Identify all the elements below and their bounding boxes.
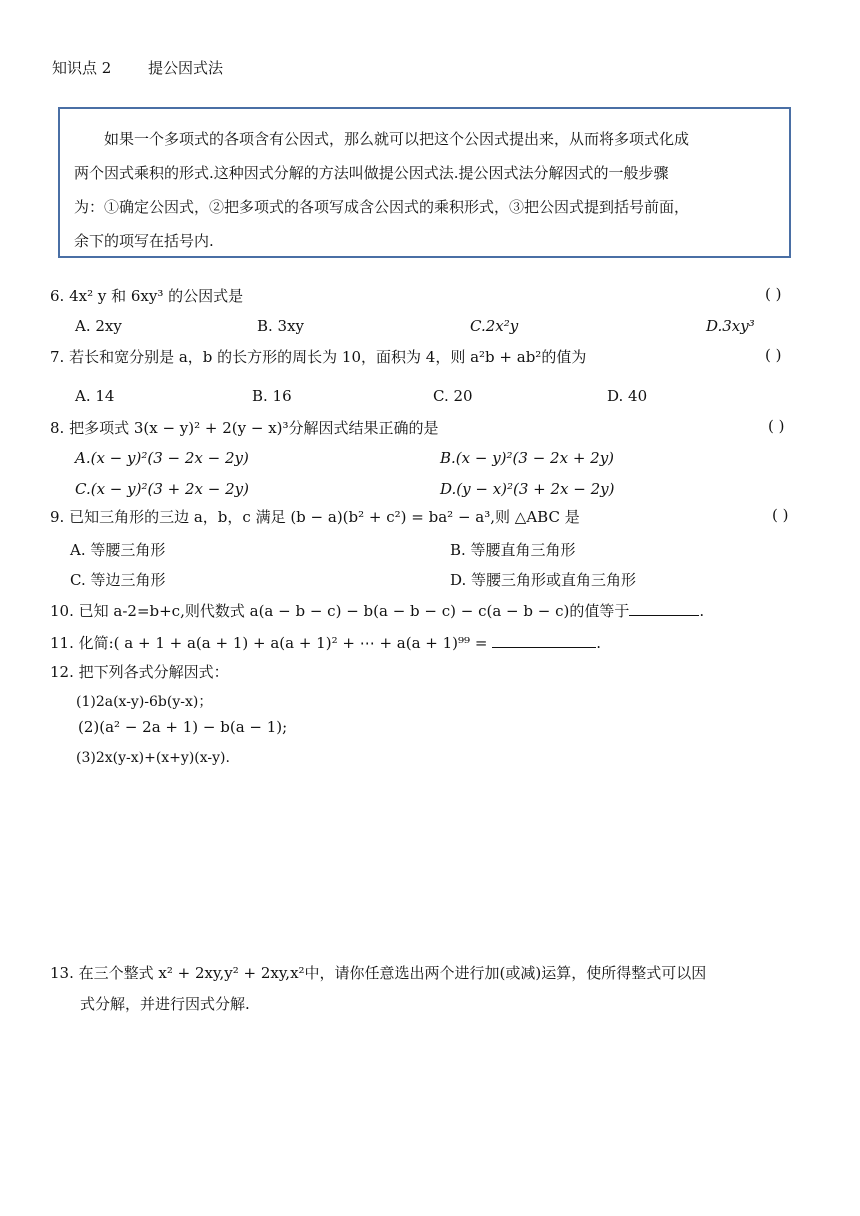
- option-d: D. 40: [607, 387, 648, 405]
- option-b: B. 16: [252, 387, 292, 405]
- answer-bracket: ( ): [768, 417, 785, 435]
- question-13-line-2: 式分解，并进行因式分解.: [80, 995, 250, 1013]
- question-10-tail: .: [699, 602, 705, 620]
- answer-blank[interactable]: [629, 601, 699, 616]
- definition-box: [58, 107, 791, 258]
- definition-line: 两个因式乘积的形式.这种因式分解的方法叫做提公因式法.提公因式法分解因式的一般步骤: [74, 164, 669, 182]
- question-13-line-1: 13. 在三个整式 x² + 2xy,y² + 2xy,x²中，请你任意选出两个进行加(或减)运算，使所得整式可以因: [50, 964, 707, 982]
- question-8-stem: 8. 把多项式 3(x − y)² + 2(y − x)³分解因式结果正确的是: [50, 419, 439, 437]
- answer-bracket: ( ): [765, 346, 782, 364]
- option-b: B. 3xy: [257, 317, 305, 335]
- option-a: A. 2xy: [75, 317, 122, 335]
- definition-line: 余下的项写在括号内.: [74, 232, 214, 250]
- definition-line: 为：①确定公因式，②把多项式的各项写成含公因式的乘积形式，③把公因式提到括号前面，: [74, 198, 690, 216]
- question-12-stem: 12. 把下列各式分解因式：: [50, 663, 229, 681]
- question-10-stem: [50, 600, 704, 621]
- option-a: A.(x − y)²(3 − 2x − 2y): [75, 449, 249, 467]
- option-d: D. 等腰三角形或直角三角形: [450, 571, 637, 589]
- question-12-part-3: (3)2x(y-x)+(x+y)(x-y).: [76, 750, 230, 766]
- option-d: D.3xy³: [706, 317, 755, 335]
- option-c: C.2x²y: [470, 317, 519, 335]
- question-9-stem: 9. 已知三角形的三边 a，b，c 满足 (b − a)(b² + c²) = ba² − a³,则 △ABC 是: [50, 508, 580, 526]
- definition-line: 如果一个多项式的各项含有公因式，那么就可以把这个公因式提出来，从而将多项式化成: [104, 130, 690, 148]
- section-label: 知识点 2: [52, 59, 112, 77]
- option-d: D.(y − x)²(3 + 2x − 2y): [440, 480, 615, 498]
- option-c: C. 20: [433, 387, 473, 405]
- question-7-stem: 7. 若长和宽分别是 a，b 的长方形的周长为 10，面积为 4，则 a²b + ab²的值为: [50, 348, 587, 366]
- option-c: C.(x − y)²(3 + 2x − 2y): [75, 480, 249, 498]
- question-12-part-1: (1)2a(x-y)-6b(y-x)；: [76, 694, 213, 710]
- option-c: C. 等边三角形: [70, 571, 166, 589]
- answer-blank[interactable]: [492, 633, 596, 648]
- question-11-tail: .: [596, 634, 601, 652]
- question-11-stem: [50, 632, 601, 653]
- section-title: 提公因式法: [148, 59, 224, 77]
- option-b: B.(x − y)²(3 − 2x + 2y): [440, 449, 615, 467]
- question-11-text: 11. 化简:( a + 1 + a(a + 1) + a(a + 1)² + ⋯ + a(a + 1)⁹⁹ =: [50, 634, 488, 652]
- question-12-part-2: (2)(a² − 2a + 1) − b(a − 1);: [78, 718, 288, 736]
- question-6-stem: 6. 4x² y 和 6xy³ 的公因式是: [50, 287, 244, 305]
- answer-bracket: ( ): [772, 506, 789, 524]
- option-b: B. 等腰直角三角形: [450, 541, 576, 559]
- answer-bracket: ( ): [765, 285, 782, 303]
- option-a: A. 等腰三角形: [70, 541, 166, 559]
- question-10-text: 10. 已知 a-2=b+c,则代数式 a(a − b − c) − b(a − b − c) − c(a − b − c)的值等于: [50, 602, 630, 620]
- option-a: A. 14: [75, 387, 115, 405]
